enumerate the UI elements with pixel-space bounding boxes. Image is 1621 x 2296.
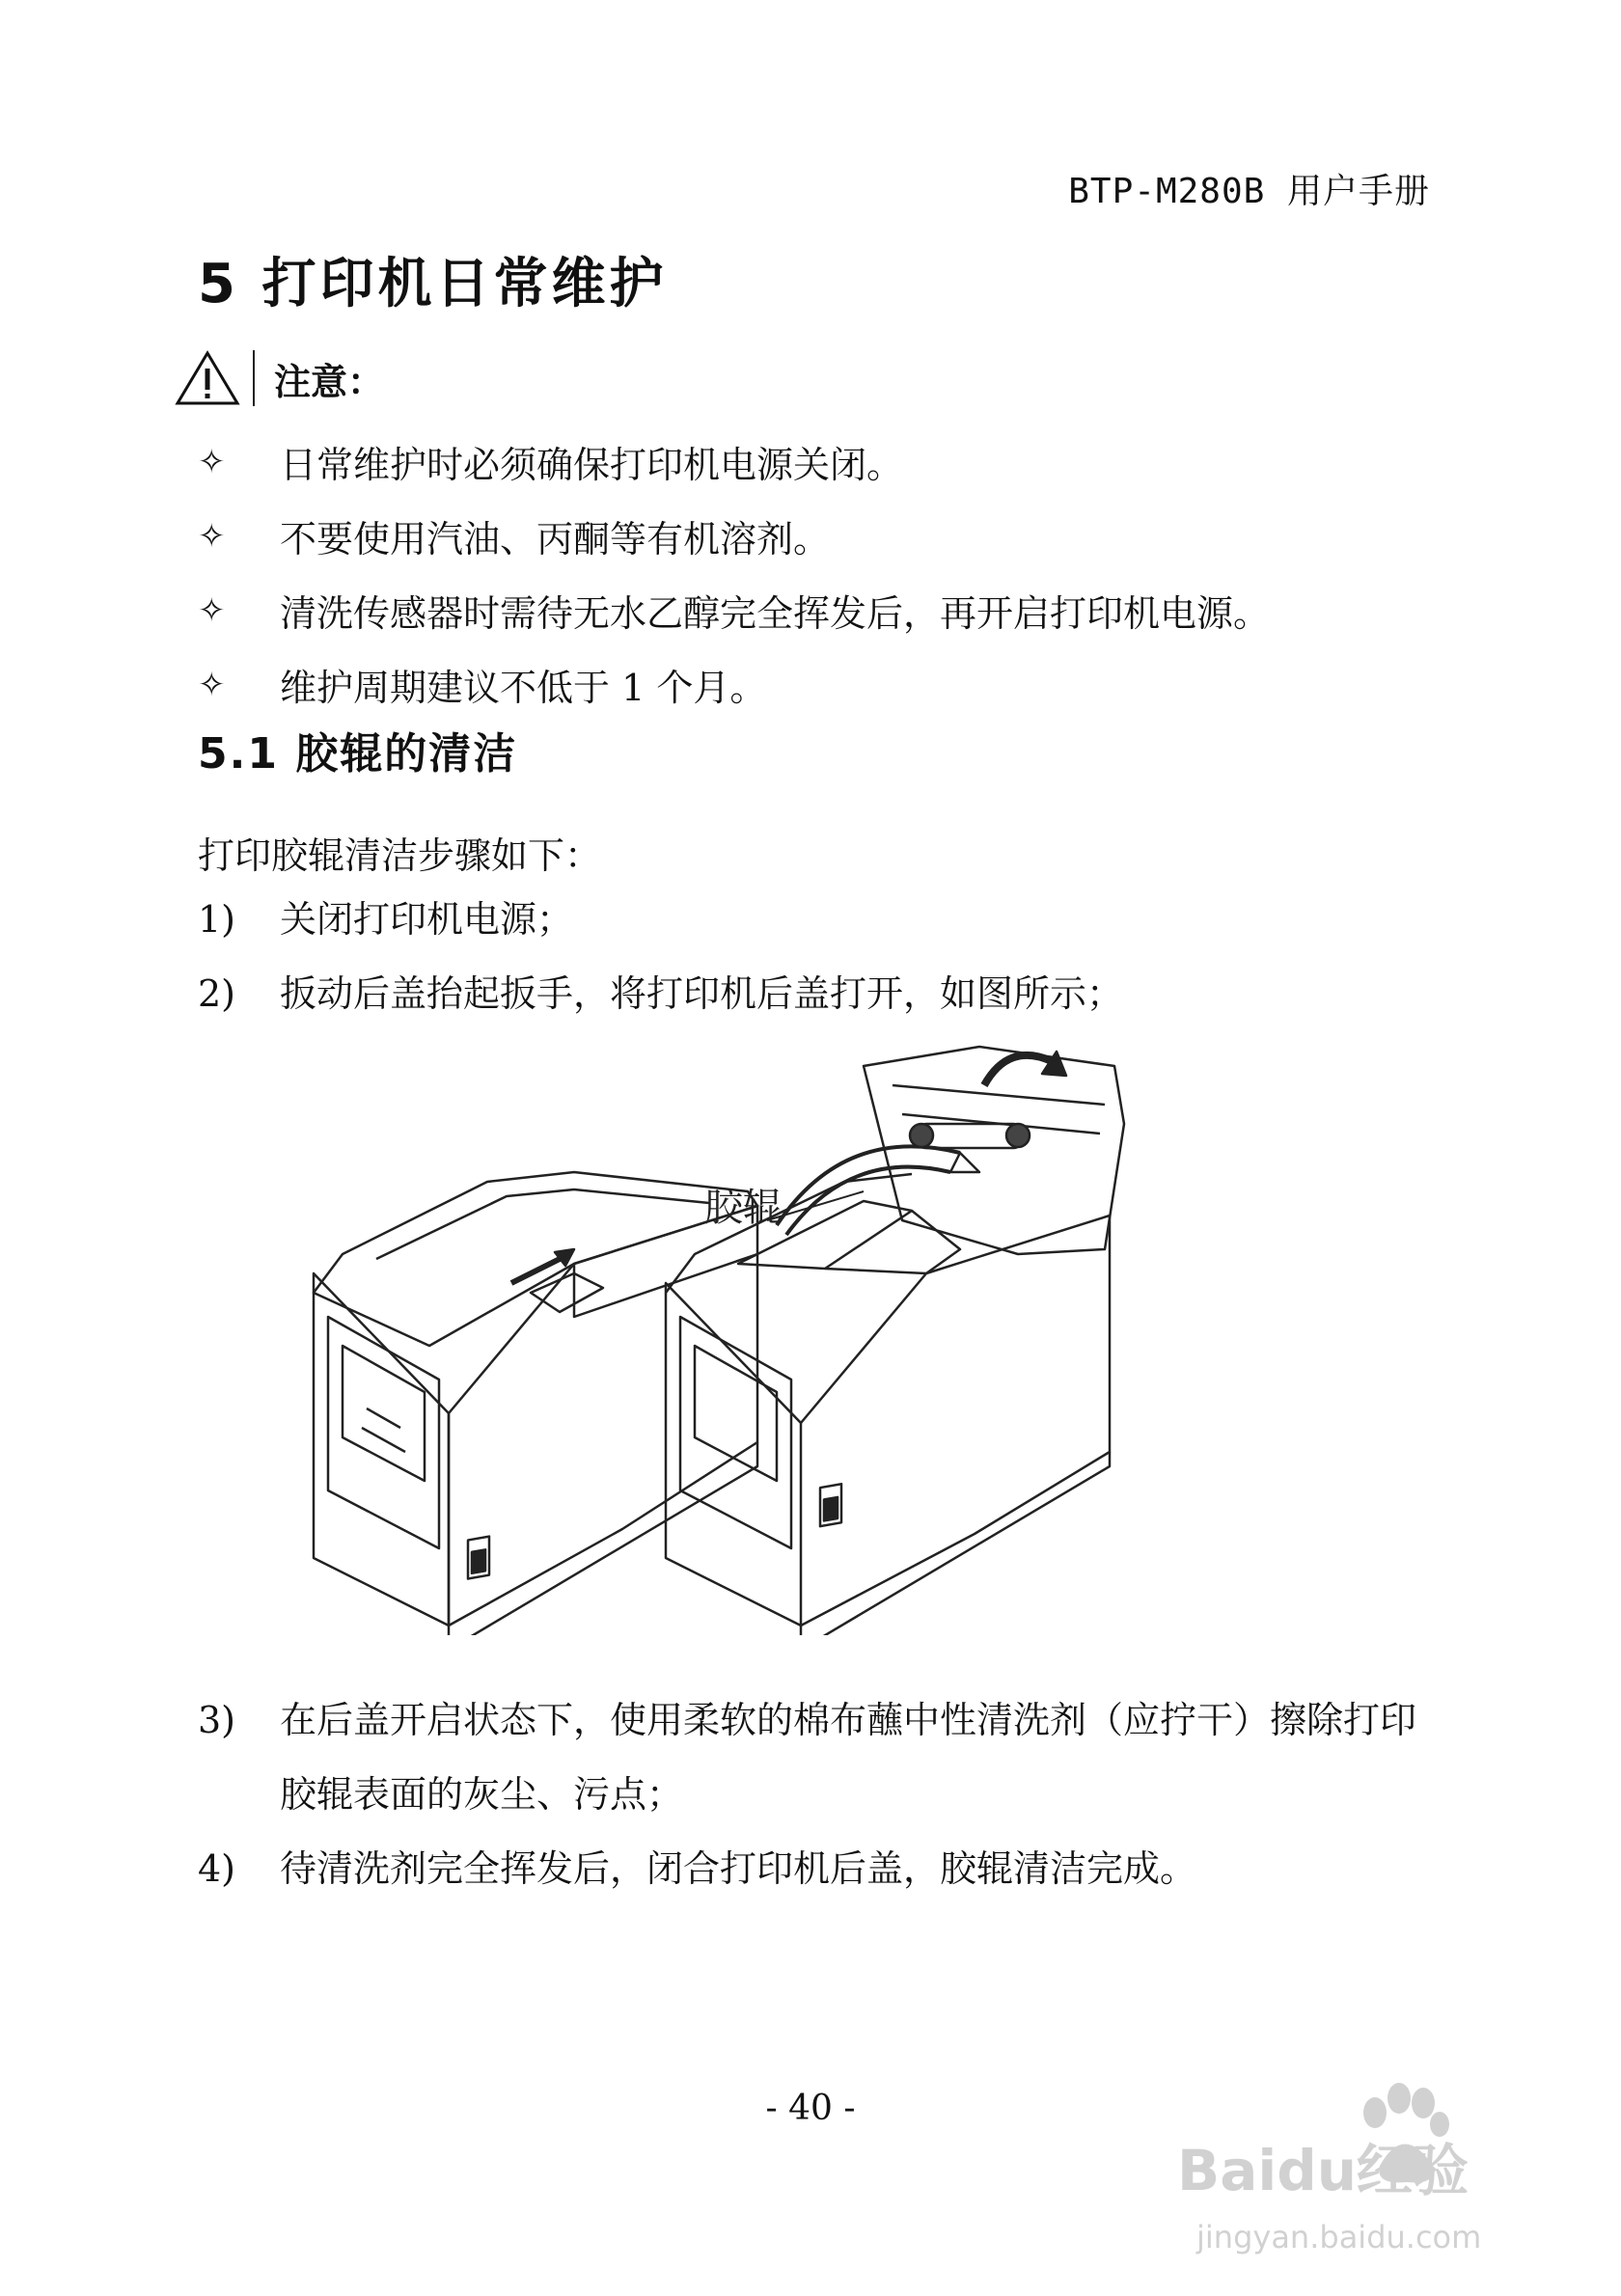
steps-list-after-figure bbox=[198, 1683, 1452, 1906]
roller-callout-label: 胶辊 bbox=[704, 1186, 782, 1230]
notice-item-text: 日常维护时必须确保打印机电源关闭。 bbox=[280, 444, 904, 486]
warning-triangle-icon bbox=[174, 349, 241, 407]
section-intro: 打印胶辊清洁步骤如下： bbox=[198, 834, 602, 877]
notice-item bbox=[198, 499, 1471, 573]
step-number: 4) bbox=[198, 1847, 236, 1890]
printer-figure bbox=[285, 1027, 1346, 1635]
document-header: BTP-M280B 用户手册 bbox=[1068, 172, 1430, 211]
notice-heading bbox=[174, 349, 384, 407]
notice-item-text: 不要使用汽油、丙酮等有机溶剂。 bbox=[280, 518, 831, 560]
step-text: 关闭打印机电源； bbox=[280, 898, 574, 941]
steps-list-before-figure bbox=[198, 883, 1452, 1031]
bullet-star-icon: ✧ bbox=[198, 590, 226, 630]
step-text: 扳动后盖抬起扳手，将打印机后盖打开，如图所示； bbox=[280, 972, 1124, 1015]
step-number: 2) bbox=[198, 972, 236, 1015]
watermark-brand: Baidu经验 bbox=[1177, 2138, 1470, 2203]
step-item bbox=[198, 883, 1452, 957]
printer-closed-illustration bbox=[314, 1172, 757, 1635]
notice-divider bbox=[253, 350, 255, 406]
watermark-url: jingyan.baidu.com bbox=[1196, 2219, 1482, 2255]
notice-list bbox=[198, 424, 1471, 722]
notice-item bbox=[198, 573, 1471, 647]
chapter-title: 5 打印机日常维护 bbox=[198, 253, 668, 315]
notice-item bbox=[198, 424, 1471, 499]
step-text: 在后盖开启状态下，使用柔软的棉布蘸中性清洗剂（应拧干）擦除打印胶辊表面的灰尘、污点； bbox=[280, 1699, 1417, 1816]
page-number: - 40 - bbox=[765, 2089, 856, 2128]
bullet-star-icon: ✧ bbox=[198, 665, 226, 704]
notice-label: 注意： bbox=[274, 360, 385, 403]
step-item bbox=[198, 957, 1452, 1031]
baidu-watermark-logo bbox=[1177, 2074, 1525, 2267]
step-number: 1) bbox=[198, 898, 236, 941]
notice-item-text: 清洗传感器时需待无水乙醇完全挥发后，再开启打印机电源。 bbox=[280, 592, 1271, 635]
section-title: 5.1 胶辊的清洁 bbox=[198, 729, 518, 779]
step-number: 3) bbox=[198, 1699, 236, 1741]
step-item bbox=[198, 1683, 1452, 1832]
printer-open-illustration bbox=[666, 1047, 1124, 1635]
step-text: 待清洗剂完全挥发后，闭合打印机后盖，胶辊清洁完成。 bbox=[280, 1847, 1197, 1890]
notice-item bbox=[198, 647, 1471, 722]
step-item bbox=[198, 1832, 1452, 1906]
bullet-star-icon: ✧ bbox=[198, 516, 226, 556]
bullet-star-icon: ✧ bbox=[198, 442, 226, 481]
notice-item-text: 维护周期建议不低于 1 个月。 bbox=[280, 667, 767, 709]
